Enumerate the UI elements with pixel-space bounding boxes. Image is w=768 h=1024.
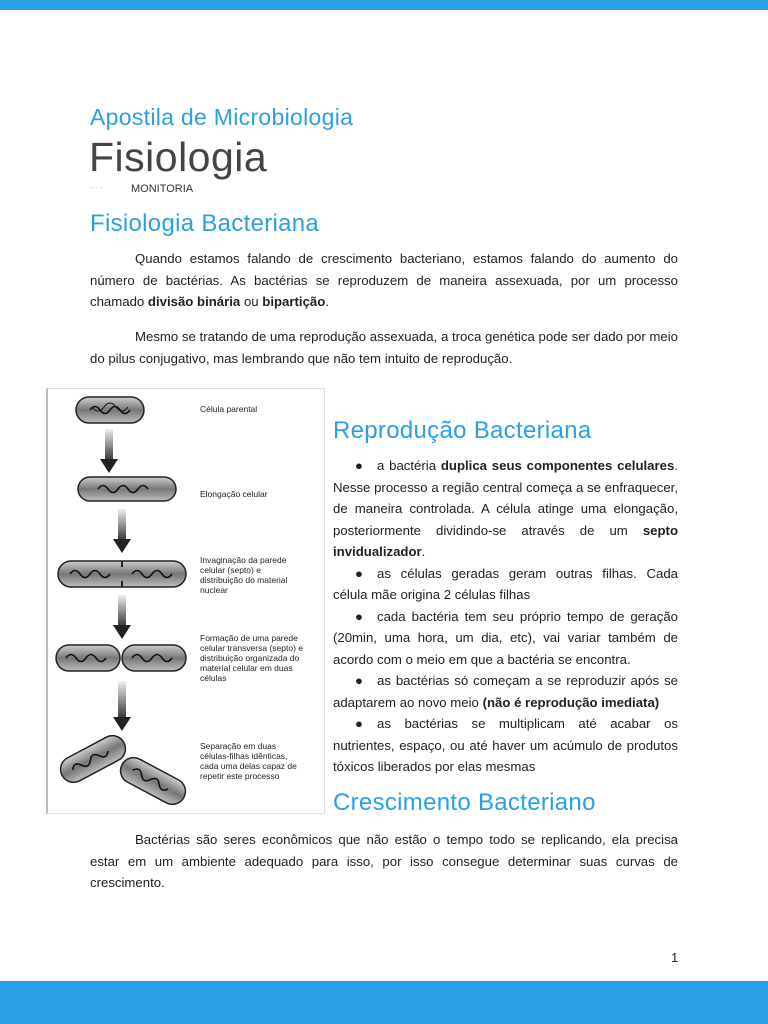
list-item — [333, 563, 678, 606]
cell-invagination — [58, 561, 186, 587]
arrow-down-icon — [113, 681, 131, 731]
figure-label-invagination: distribuição do material — [200, 575, 288, 585]
section-heading-crescimento: Crescimento Bacteriano — [333, 789, 596, 816]
bottom-accent-bar — [0, 981, 768, 1024]
figure-label-septum: células — [200, 673, 227, 683]
bullet-icon: ● — [355, 716, 363, 731]
paragraph-intro — [90, 248, 678, 313]
list-item — [333, 606, 678, 671]
bold-term: septo invidualizador — [333, 522, 678, 559]
paragraph-text: . — [325, 294, 329, 309]
list-item — [333, 455, 678, 563]
arrow-down-icon — [113, 595, 131, 639]
figure-label-separation: repetir este processo — [200, 771, 280, 781]
bold-term: bipartição — [262, 294, 326, 309]
figure-label-separation: células-filhas idênticas, — [200, 751, 288, 761]
page-number: 1 — [671, 950, 679, 965]
cell-septum-formation — [56, 645, 186, 671]
list-item-text: . — [421, 544, 426, 559]
figure-label-invagination: Invaginação da parede — [200, 555, 287, 565]
top-accent-bar — [0, 0, 768, 10]
bullet-icon: ● — [355, 565, 363, 581]
document-title: Fisiologia — [89, 134, 268, 180]
bold-term: (não é reprodução imediata) — [482, 694, 660, 710]
bullet-icon: ● — [355, 458, 363, 473]
document-subtitle: Apostila de Microbiologia — [90, 104, 354, 130]
paragraph-growth: Bactérias são seres econômicos que não estão o tempo todo se replicando, ela precisa estar em um ambiente adequado para isso, por isso consegue determinar suas curvas de crescimento. — [90, 832, 678, 890]
arrow-down-icon — [100, 429, 118, 473]
paragraph-text: Quando estamos falando de crescimento bacteriano, estamos falando do aumento do número de bactérias. As bactérias se reproduzem de maneira assexuada, por um processo chamado — [90, 251, 678, 309]
bullet-icon: ● — [355, 608, 363, 624]
figure-label-septum: Formação de uma parede — [200, 633, 298, 643]
figure-label-septum: material celular em duas — [200, 663, 293, 673]
list-item-text: as bactérias só começam a se reproduzir após se adaptarem ao novo meio — [333, 673, 678, 710]
figure-label-separation: Separação em duas — [200, 741, 277, 751]
figure-label-invagination: nuclear — [200, 585, 228, 595]
bold-term: divisão binária — [147, 294, 241, 309]
monitor-label: MONITORIA — [131, 183, 194, 195]
figure-label-separation: cada uma delas capaz de — [200, 761, 297, 771]
monitor-mark: · · · — [90, 183, 103, 192]
list-item-text: as células geradas geram outras filhas. Cada célula mãe origina 2 células filhas — [333, 565, 678, 602]
list-item-text: as bactérias se multiplicam até acabar os nutrientes, espaço, ou até haver um acúmulo de produtos tóxicos liberados por elas mesmas — [333, 716, 678, 774]
binary-fission-figure — [46, 388, 325, 814]
cell-separation — [56, 731, 190, 809]
figure-label-invagination: celular (septo) e — [200, 565, 261, 575]
list-item — [333, 713, 678, 778]
figure-label-septum: distribuição organizada do — [200, 653, 300, 663]
paragraph-genetic-exchange: Mesmo se tratando de uma reprodução assexuada, a troca genética pode ser dado por meio do pilus conjugativo, mas lembrando que não tem intuito de reprodução. — [90, 329, 678, 366]
arrow-down-icon — [113, 509, 131, 553]
section-heading-reproducao: Reprodução Bacteriana — [333, 417, 592, 444]
section-heading-fisiologia: Fisiologia Bacteriana — [90, 210, 320, 237]
cell-parental — [76, 397, 144, 423]
list-item-text: a bactéria — [377, 458, 441, 473]
figure-label-septum: celular transversa (septo) e — [200, 643, 303, 653]
list-item — [333, 670, 678, 713]
list-item-text: . Nesse processo a região central começa a se enfraquecer, de maneira controlada. A célula atinge uma elongação, posteriormente dividindo-se através de um — [333, 458, 678, 538]
cell-elongation — [78, 477, 176, 501]
figure-label-elongation: Elongação celular — [200, 489, 268, 499]
figure-label-parental: Célula parental — [200, 404, 258, 414]
bullet-icon: ● — [355, 673, 363, 688]
bold-term: duplica seus componentes celulares — [440, 458, 675, 473]
paragraph-text: ou — [240, 294, 263, 309]
reproduction-bullet-list — [333, 455, 678, 778]
binary-fission-diagram — [48, 389, 324, 813]
list-item-text: cada bactéria tem seu próprio tempo de geração (20min, uma hora, um dia, etc), vai variar também de acordo com o meio em que a bactéria se encontra. — [333, 608, 678, 667]
